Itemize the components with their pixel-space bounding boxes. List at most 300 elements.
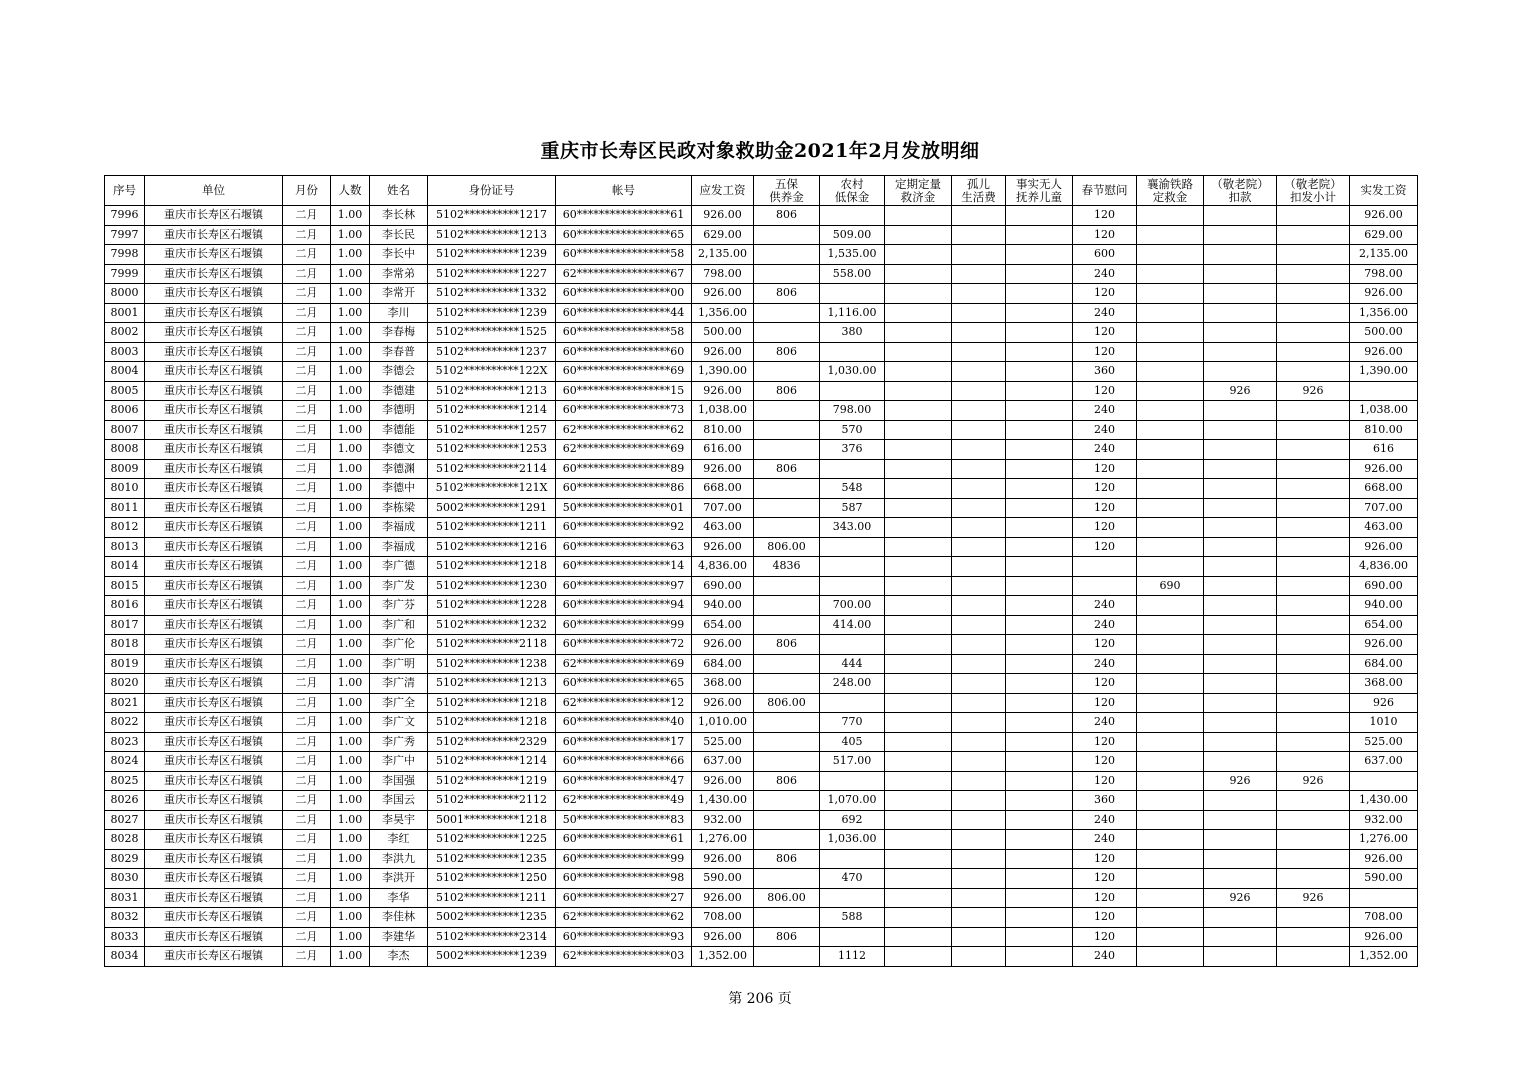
table-cell [885,498,952,518]
table-cell: 926.00 [1350,284,1418,304]
table-cell: 李国云 [370,791,428,811]
table-row [105,420,1418,440]
table-row [105,674,1418,694]
table-cell: 李广芬 [370,596,428,616]
table-cell [885,362,952,382]
table-cell: 120 [1073,869,1137,889]
table-cell: 重庆市长寿区石堰镇 [145,479,283,499]
table-cell: 8021 [105,693,145,713]
table-cell [952,459,1006,479]
table-cell [1137,830,1204,850]
table-cell: 重庆市长寿区石堰镇 [145,323,283,343]
table-cell: 240 [1073,264,1137,284]
table-cell [1137,479,1204,499]
table-cell [754,264,820,284]
table-cell [754,752,820,772]
table-cell: 629.00 [1350,225,1418,245]
column-header: 姓名 [370,176,428,206]
table-cell [1006,459,1073,479]
table-cell: 二月 [283,635,331,655]
table-cell: 926.00 [1350,849,1418,869]
table-cell: 二月 [283,576,331,596]
table-cell: 重庆市长寿区石堰镇 [145,381,283,401]
table-cell [952,791,1006,811]
table-cell [1137,498,1204,518]
table-cell [885,303,952,323]
table-cell: 463.00 [1350,518,1418,538]
table-cell: 1010 [1350,713,1418,733]
table-cell: 二月 [283,284,331,304]
table-cell: 806 [754,342,820,362]
table-cell: 60*****************61 [556,830,692,850]
column-header: 襄渝铁路 定救金 [1137,176,1204,206]
table-cell [885,264,952,284]
table-cell: 240 [1073,713,1137,733]
table-cell: 120 [1073,771,1137,791]
table-cell: 806 [754,635,820,655]
table-cell [1277,615,1350,635]
table-cell [1277,674,1350,694]
table-cell: 5102**********2114 [428,459,556,479]
table-cell: 8027 [105,810,145,830]
table-cell [1137,420,1204,440]
table-header-row [105,176,1418,206]
table-cell: 8029 [105,849,145,869]
table-row [105,518,1418,538]
table-cell: 120 [1073,284,1137,304]
table-cell [1137,674,1204,694]
table-cell: 806 [754,927,820,947]
table-cell: 李栋梁 [370,498,428,518]
table-cell: 二月 [283,323,331,343]
table-cell: 806 [754,771,820,791]
table-cell: 60*****************63 [556,537,692,557]
table-cell [754,479,820,499]
table-cell: 李德会 [370,362,428,382]
table-cell: 690.00 [692,576,754,596]
table-cell [952,362,1006,382]
table-cell: 1.00 [331,927,370,947]
table-cell [1277,752,1350,772]
table-cell [952,381,1006,401]
table-cell: 798.00 [1350,264,1418,284]
table-cell: 重庆市长寿区石堰镇 [145,557,283,577]
table-cell: 5102**********2118 [428,635,556,655]
table-cell: 8025 [105,771,145,791]
table-cell: 8008 [105,440,145,460]
table-cell: 5102**********1253 [428,440,556,460]
table-cell: 1,116.00 [820,303,885,323]
table-cell [1277,869,1350,889]
table-cell [885,479,952,499]
table-cell: 8014 [105,557,145,577]
table-cell: 654.00 [1350,615,1418,635]
table-cell: 8028 [105,830,145,850]
table-cell: 806 [754,459,820,479]
page-number: 第 206 页 [728,991,792,1007]
table-cell [885,459,952,479]
table-row [105,732,1418,752]
table-cell: 重庆市长寿区石堰镇 [145,635,283,655]
table-cell: 重庆市长寿区石堰镇 [145,654,283,674]
table-cell: 二月 [283,849,331,869]
table-cell: 926.00 [692,537,754,557]
table-cell: 470 [820,869,885,889]
table-cell [885,713,952,733]
table-cell: 二月 [283,206,331,226]
table-cell: 926 [1277,381,1350,401]
table-cell: 62*****************12 [556,693,692,713]
table-cell: 60*****************58 [556,245,692,265]
table-cell: 5102**********1218 [428,713,556,733]
column-header: 应发工资 [692,176,754,206]
table-cell: 5002**********1291 [428,498,556,518]
table-cell: 1,030.00 [820,362,885,382]
table-cell: 7998 [105,245,145,265]
table-cell: 926.00 [1350,635,1418,655]
table-cell: 8024 [105,752,145,772]
table-row [105,615,1418,635]
table-cell [1137,284,1204,304]
table-cell: 5102**********1217 [428,206,556,226]
table-cell [1204,284,1277,304]
table-cell: 926.00 [692,693,754,713]
table-cell [885,927,952,947]
table-cell [952,869,1006,889]
table-cell [820,693,885,713]
table-cell: 926.00 [1350,537,1418,557]
table-cell [952,732,1006,752]
table-cell: 5102**********1235 [428,849,556,869]
table-cell: 二月 [283,264,331,284]
table-cell: 1.00 [331,284,370,304]
table-cell: 5102**********1230 [428,576,556,596]
table-cell: 62*****************03 [556,947,692,967]
table-cell: 616.00 [692,440,754,460]
table-cell [885,518,952,538]
table-cell: 684.00 [692,654,754,674]
table-cell: 806.00 [754,888,820,908]
table-cell [754,576,820,596]
column-header: 月份 [283,176,331,206]
table-cell [952,596,1006,616]
table-cell [1350,888,1418,908]
table-cell: 8010 [105,479,145,499]
table-cell [1277,713,1350,733]
table-cell [1277,635,1350,655]
table-cell: 5102**********1332 [428,284,556,304]
table-cell: 李长民 [370,225,428,245]
table-cell [1006,869,1073,889]
table-cell [952,693,1006,713]
table-cell: 重庆市长寿区石堰镇 [145,908,283,928]
table-cell: 1.00 [331,947,370,967]
table-cell [1204,908,1277,928]
column-header: 身份证号 [428,176,556,206]
table-cell [885,947,952,967]
table-cell: 590.00 [692,869,754,889]
table-cell: 1.00 [331,557,370,577]
table-cell: 李川 [370,303,428,323]
table-cell [820,849,885,869]
table-cell: 1.00 [331,635,370,655]
table-cell [952,323,1006,343]
table-cell: 5102**********122X [428,362,556,382]
table-cell [820,771,885,791]
table-cell: 5102**********1232 [428,615,556,635]
table-cell [885,791,952,811]
column-header: 五保 供养金 [754,176,820,206]
table-cell: 588 [820,908,885,928]
table-cell: 926.00 [692,771,754,791]
table-cell: 926.00 [692,459,754,479]
table-cell [1204,713,1277,733]
table-cell: 548 [820,479,885,499]
table-cell [1277,459,1350,479]
table-cell [885,401,952,421]
table-cell: 60*****************44 [556,303,692,323]
table-cell: 926.00 [1350,459,1418,479]
table-cell: 376 [820,440,885,460]
table-cell: 5102**********1213 [428,381,556,401]
table-cell: 926.00 [1350,206,1418,226]
table-cell [1006,303,1073,323]
table-row [105,596,1418,616]
table-cell: 重庆市长寿区石堰镇 [145,518,283,538]
table-cell: 60*****************17 [556,732,692,752]
table-cell: 8017 [105,615,145,635]
table-cell: 1.00 [331,537,370,557]
table-cell: 李昊宇 [370,810,428,830]
table-cell [820,888,885,908]
column-header: 实发工资 [1350,176,1418,206]
table-cell: 重庆市长寿区石堰镇 [145,596,283,616]
table-cell: 120 [1073,381,1137,401]
table-cell [1204,245,1277,265]
table-cell [952,927,1006,947]
table-cell: 60*****************58 [556,323,692,343]
table-cell [1204,947,1277,967]
table-cell: 5102**********2314 [428,927,556,947]
table-cell: 692 [820,810,885,830]
table-cell: 120 [1073,225,1137,245]
table-cell: 7997 [105,225,145,245]
table-cell: 368.00 [1350,674,1418,694]
table-cell [1006,927,1073,947]
table-cell: 1112 [820,947,885,967]
table-cell [1204,323,1277,343]
table-cell: 444 [820,654,885,674]
table-cell [1277,830,1350,850]
table-cell: 590.00 [1350,869,1418,889]
table-cell: 1.00 [331,908,370,928]
payment-table [104,175,1418,967]
table-cell [952,576,1006,596]
table-cell [1137,596,1204,616]
table-cell [1277,518,1350,538]
table-cell [1137,440,1204,460]
table-cell: 926.00 [692,381,754,401]
table-cell [1137,693,1204,713]
table-cell [1204,732,1277,752]
table-cell: 5001**********1218 [428,810,556,830]
table-cell [952,264,1006,284]
table-cell: 李广发 [370,576,428,596]
table-cell: 525.00 [692,732,754,752]
table-cell: 60*****************00 [556,284,692,304]
table-cell [1204,459,1277,479]
table-cell [820,206,885,226]
table-cell: 重庆市长寿区石堰镇 [145,849,283,869]
table-cell [952,635,1006,655]
table-cell: 5102**********2329 [428,732,556,752]
table-cell [1137,225,1204,245]
table-cell: 926.00 [1350,342,1418,362]
table-cell: 62*****************49 [556,791,692,811]
table-cell [1137,869,1204,889]
table-cell [1006,771,1073,791]
table-cell: 637.00 [692,752,754,772]
table-cell [754,732,820,752]
table-cell: 62*****************62 [556,908,692,928]
table-cell: 重庆市长寿区石堰镇 [145,947,283,967]
table-cell [1137,381,1204,401]
column-header: 春节慰问 [1073,176,1137,206]
table-cell: 8030 [105,869,145,889]
table-cell: 重庆市长寿区石堰镇 [145,771,283,791]
table-cell: 5102**********1257 [428,420,556,440]
table-cell: 5102**********1225 [428,830,556,850]
table-cell: 1.00 [331,732,370,752]
table-cell: 707.00 [1350,498,1418,518]
table-cell: 1,070.00 [820,791,885,811]
table-cell: 1.00 [331,479,370,499]
table-cell [952,947,1006,967]
table-cell: 1.00 [331,576,370,596]
table-cell: 1,276.00 [1350,830,1418,850]
table-cell [885,225,952,245]
table-cell [952,615,1006,635]
table-cell: 62*****************69 [556,440,692,460]
table-cell [885,810,952,830]
table-cell: 926 [1204,381,1277,401]
table-cell: 932.00 [1350,810,1418,830]
column-header: 帐号 [556,176,692,206]
table-cell: 二月 [283,810,331,830]
table-cell: 5102**********1218 [428,557,556,577]
table-cell: 60*****************73 [556,401,692,421]
table-cell [820,576,885,596]
table-cell: 1.00 [331,596,370,616]
table-cell: 1,010.00 [692,713,754,733]
table-cell: 重庆市长寿区石堰镇 [145,888,283,908]
table-cell: 8015 [105,576,145,596]
table-cell [885,557,952,577]
table-cell [1277,791,1350,811]
table-cell: 120 [1073,537,1137,557]
table-cell: 926 [1277,888,1350,908]
table-cell: 810.00 [692,420,754,440]
table-cell: 668.00 [692,479,754,499]
table-cell [952,654,1006,674]
table-cell: 60*****************14 [556,557,692,577]
table-cell: 李广清 [370,674,428,694]
table-cell: 李春梅 [370,323,428,343]
table-cell: 360 [1073,362,1137,382]
table-cell [1204,791,1277,811]
table-cell [1006,596,1073,616]
table-cell: 798.00 [820,401,885,421]
table-cell [1277,206,1350,226]
table-cell: 120 [1073,635,1137,655]
table-cell: 重庆市长寿区石堰镇 [145,615,283,635]
table-cell [1006,674,1073,694]
table-cell [1204,693,1277,713]
table-cell [1204,576,1277,596]
table-cell: 240 [1073,654,1137,674]
table-cell: 60*****************86 [556,479,692,499]
table-cell [1006,225,1073,245]
table-cell: 60*****************61 [556,206,692,226]
table-cell [952,537,1006,557]
table-cell [885,771,952,791]
table-cell [1006,791,1073,811]
column-header: 农村 低保金 [820,176,885,206]
table-cell: 1.00 [331,498,370,518]
table-cell: 李长中 [370,245,428,265]
table-cell: 二月 [283,674,331,694]
table-cell: 5102**********1214 [428,401,556,421]
table-cell: 李广秀 [370,732,428,752]
table-cell: 368.00 [692,674,754,694]
column-header: 单位 [145,176,283,206]
table-cell: 690 [1137,576,1204,596]
table-cell [885,576,952,596]
table-cell: 李德明 [370,401,428,421]
table-cell: 587 [820,498,885,518]
table-cell [1006,245,1073,265]
table-cell [952,557,1006,577]
table-cell [1006,537,1073,557]
table-cell [754,791,820,811]
table-cell [1006,830,1073,850]
table-cell [1006,849,1073,869]
table-row [105,225,1418,245]
table-cell: 李常开 [370,284,428,304]
table-cell: 798.00 [692,264,754,284]
table-cell [754,303,820,323]
table-cell: 重庆市长寿区石堰镇 [145,713,283,733]
table-cell [1277,537,1350,557]
table-cell: 二月 [283,440,331,460]
table-cell: 5102**********1525 [428,323,556,343]
table-row [105,752,1418,772]
table-cell [1204,927,1277,947]
table-cell: 1.00 [331,849,370,869]
table-cell: 李德能 [370,420,428,440]
table-cell: 二月 [283,537,331,557]
table-cell: 8004 [105,362,145,382]
table-row [105,557,1418,577]
table-cell: 4,836.00 [1350,557,1418,577]
table-cell: 120 [1073,498,1137,518]
table-cell [885,752,952,772]
table-cell [1137,518,1204,538]
table-cell [1137,908,1204,928]
table-cell: 8001 [105,303,145,323]
table-cell [820,557,885,577]
table-cell: 重庆市长寿区石堰镇 [145,206,283,226]
